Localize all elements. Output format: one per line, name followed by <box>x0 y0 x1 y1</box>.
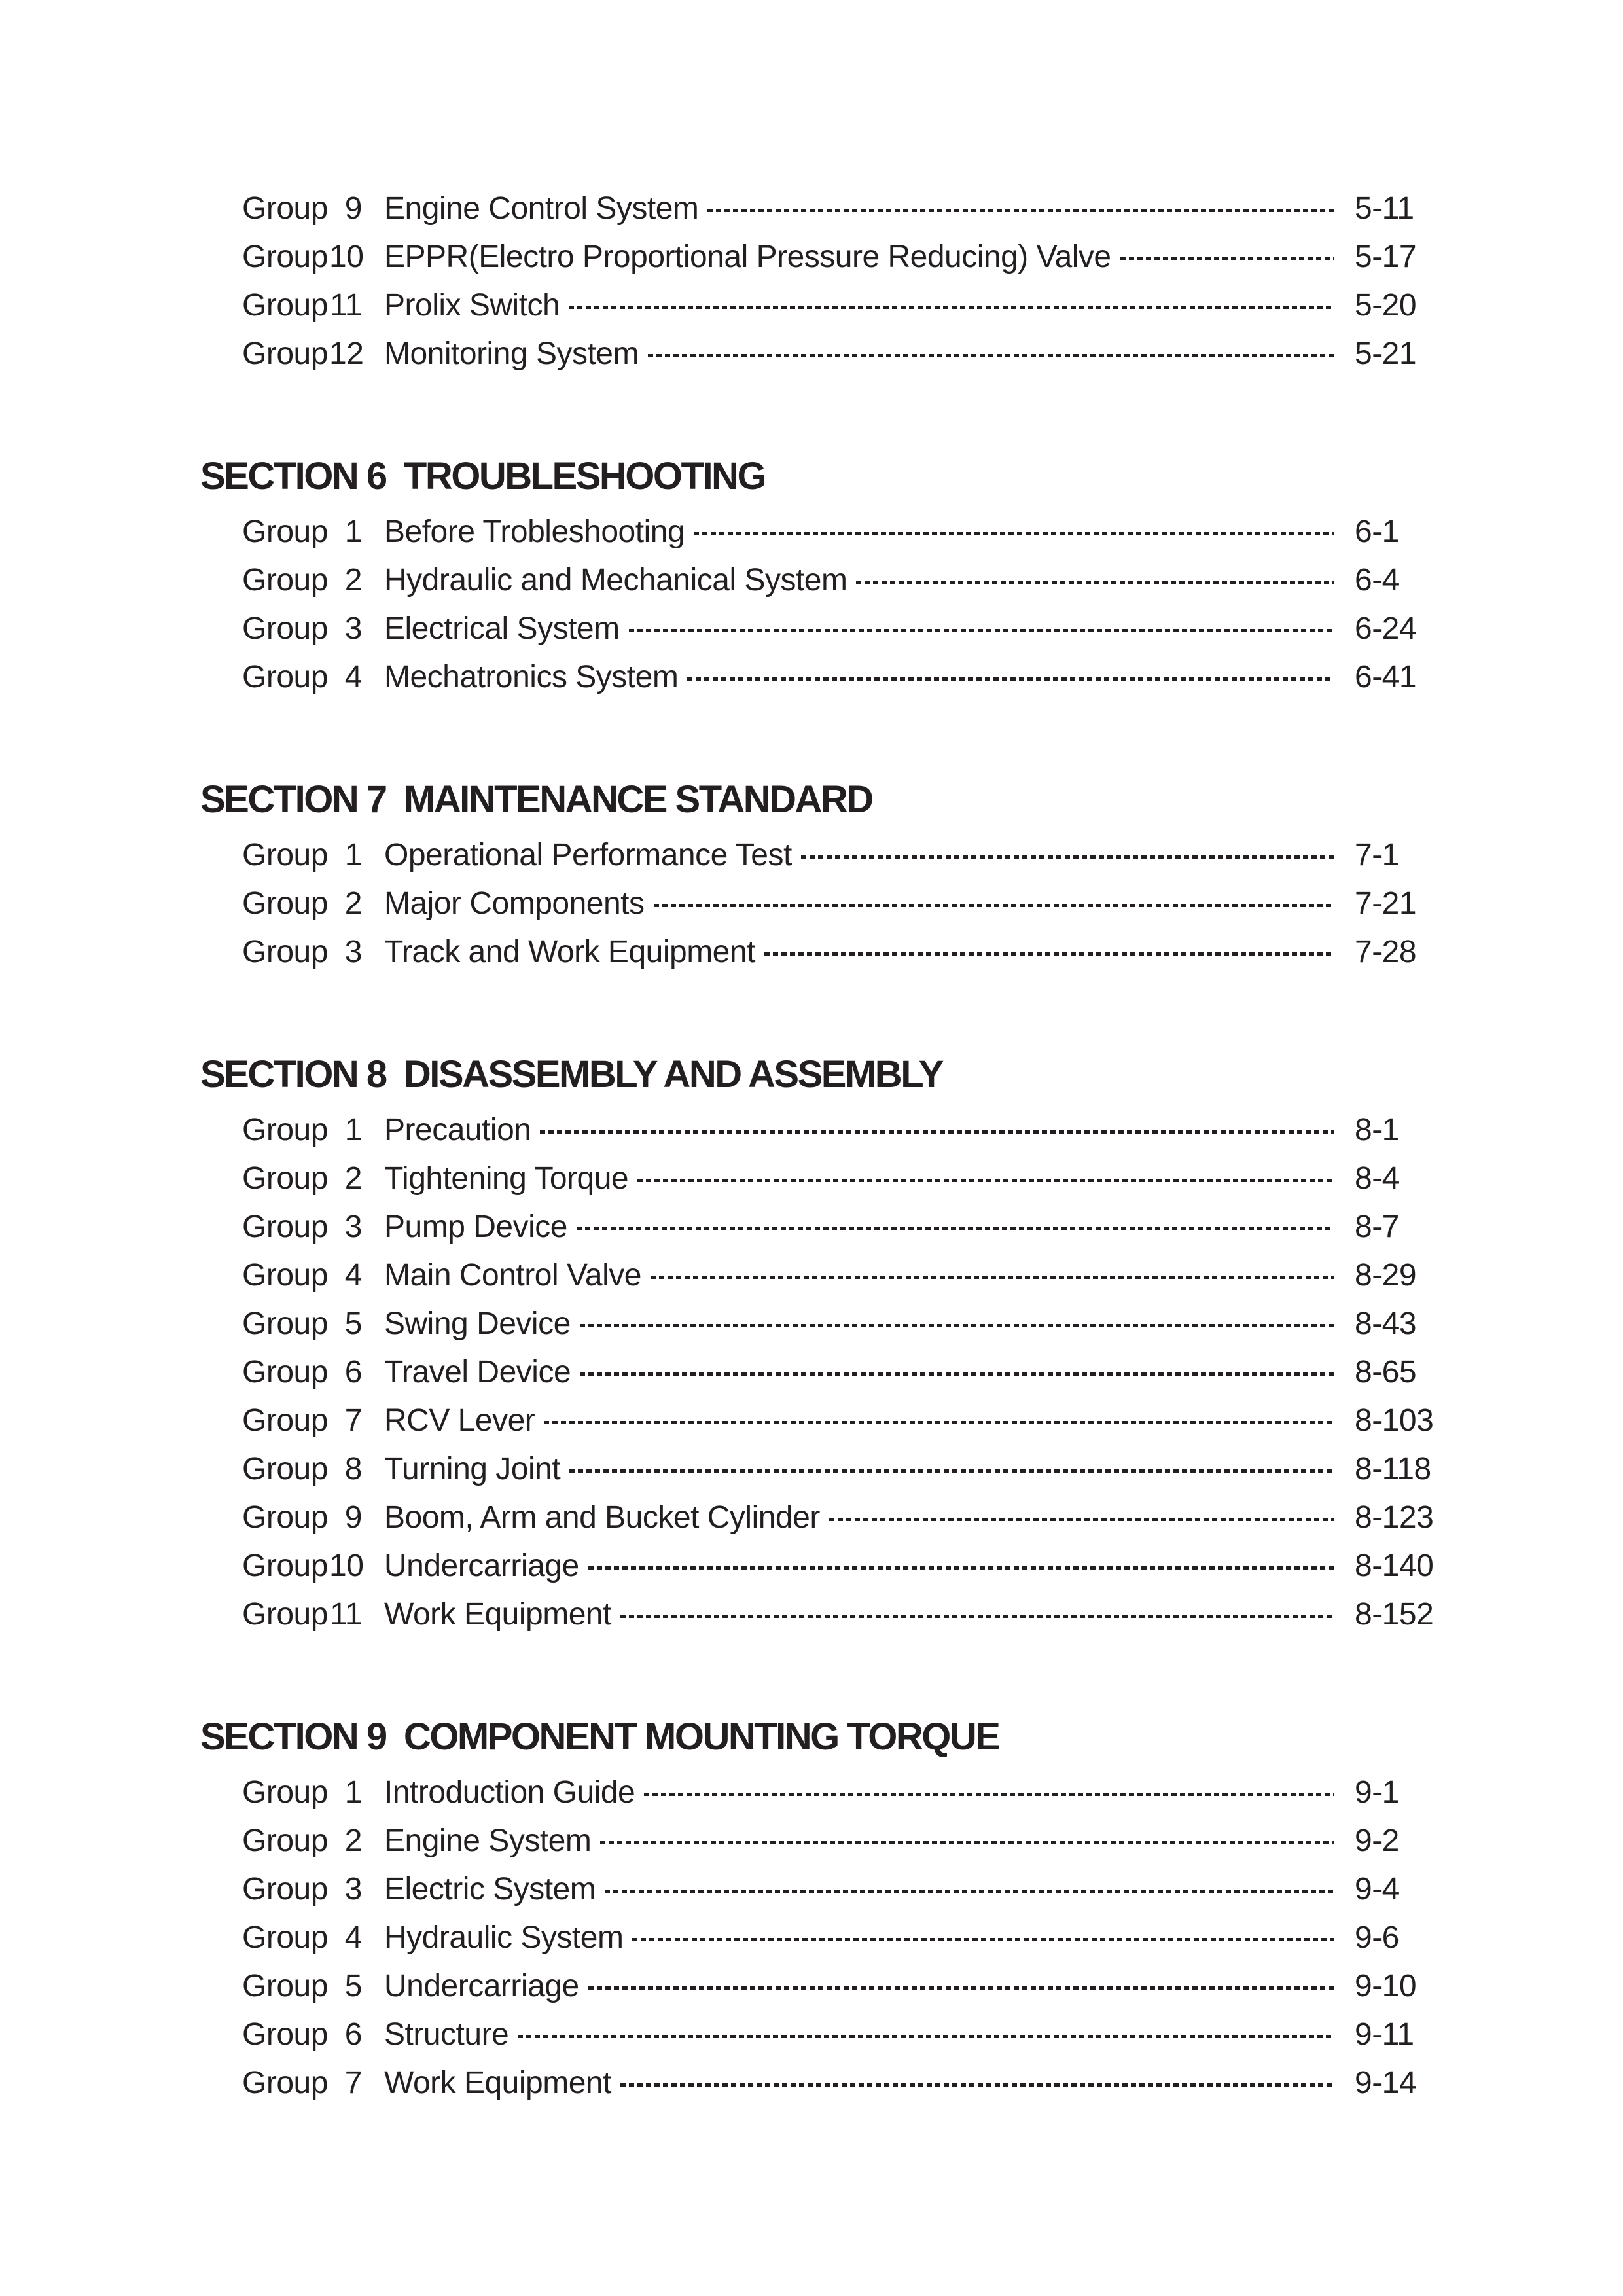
page-number: 6-24 <box>1355 611 1417 646</box>
toc-row <box>0 1251 1623 1300</box>
page-number: 9-4 <box>1355 1872 1399 1907</box>
group-title: Travel Device <box>384 1355 571 1390</box>
group-number: 9 <box>344 1500 362 1535</box>
dot-leader <box>648 354 1334 357</box>
group-label: Group <box>242 1403 328 1438</box>
page-number: 6-4 <box>1355 563 1399 598</box>
dot-leader <box>687 677 1334 681</box>
dot-leader <box>1120 257 1334 260</box>
dot-leader <box>544 1421 1334 1424</box>
group-number: 12 <box>329 336 364 371</box>
group-label: Group <box>242 935 328 969</box>
group-label: Group <box>242 1775 328 1810</box>
toc-row <box>0 605 1623 653</box>
group-label: Group <box>242 1306 328 1341</box>
group-number: 7 <box>344 2066 362 2100</box>
group-title: Monitoring System <box>384 336 639 371</box>
group-label: Group <box>242 2017 328 2052</box>
page-number: 8-65 <box>1355 1355 1417 1390</box>
section-heading: SECTION 7 MAINTENANCE STANDARD <box>200 778 872 821</box>
group-label: Group <box>242 1872 328 1907</box>
page-number: 7-1 <box>1355 838 1399 872</box>
group-title: Pump Device <box>384 1210 567 1244</box>
page-number: 9-6 <box>1355 1920 1399 1955</box>
group-label: Group <box>242 1500 328 1535</box>
group-number: 2 <box>344 886 362 921</box>
group-number: 2 <box>344 1823 362 1858</box>
dot-leader <box>588 1986 1334 1990</box>
group-number: 2 <box>344 1161 362 1196</box>
page-number: 8-1 <box>1355 1113 1399 1147</box>
page-number: 9-11 <box>1355 2017 1414 2052</box>
group-number: 7 <box>344 1403 362 1438</box>
group-label: Group <box>242 563 328 598</box>
group-title: Work Equipment <box>384 1597 611 1632</box>
group-label: Group <box>242 1210 328 1244</box>
toc-sections <box>0 454 1623 2108</box>
toc-row <box>0 1155 1623 1203</box>
section-rows <box>0 1106 1623 1639</box>
page-number: 7-28 <box>1355 935 1417 969</box>
dot-leader <box>632 1938 1334 1941</box>
dot-leader <box>569 306 1334 309</box>
group-label: Group <box>242 336 328 371</box>
toc-row <box>0 653 1623 702</box>
group-number: 11 <box>330 1597 362 1632</box>
group-label: Group <box>242 1355 328 1390</box>
group-title: Undercarriage <box>384 1969 579 2003</box>
page-number: 8-29 <box>1355 1258 1417 1293</box>
group-label: Group <box>242 1258 328 1293</box>
group-title: Electrical System <box>384 611 620 646</box>
group-title: Electric System <box>384 1872 596 1907</box>
dot-leader <box>620 2083 1334 2087</box>
dot-leader <box>605 1890 1334 1893</box>
section-rows <box>0 1768 1623 2108</box>
toc-row <box>0 1203 1623 1251</box>
dot-leader <box>829 1518 1334 1521</box>
group-title: EPPR(Electro Proportional Pressure Reducing) Valve <box>384 240 1111 274</box>
toc-row <box>0 185 1623 233</box>
group-title: RCV Lever <box>384 1403 535 1438</box>
group-number: 3 <box>344 1872 362 1907</box>
toc-section <box>0 1052 1623 1639</box>
toc-row <box>0 831 1623 880</box>
group-label: Group <box>242 886 328 921</box>
toc-row <box>0 1768 1623 1817</box>
toc-row <box>0 1397 1623 1445</box>
toc-row <box>0 330 1623 378</box>
group-number: 2 <box>344 563 362 598</box>
toc-row <box>0 1106 1623 1155</box>
group-number: 8 <box>344 1452 362 1486</box>
group-number: 4 <box>344 1920 362 1955</box>
page-number: 5-20 <box>1355 288 1417 323</box>
page-number: 8-152 <box>1355 1597 1434 1632</box>
dot-leader <box>569 1469 1334 1473</box>
page-number: 8-103 <box>1355 1403 1434 1438</box>
dot-leader <box>707 209 1334 212</box>
group-number: 11 <box>330 288 362 323</box>
page-number: 9-10 <box>1355 1969 1417 2003</box>
dot-leader <box>801 855 1334 859</box>
group-number: 10 <box>329 1549 364 1583</box>
toc-row <box>0 556 1623 605</box>
dot-leader <box>764 952 1334 956</box>
dot-leader <box>654 904 1334 907</box>
group-title: Before Trobleshooting <box>384 514 685 549</box>
group-title: Engine Control System <box>384 191 699 226</box>
toc-row <box>0 1542 1623 1590</box>
dot-leader <box>580 1324 1334 1327</box>
group-number: 3 <box>344 1210 362 1244</box>
group-label: Group <box>242 838 328 872</box>
group-label: Group <box>242 240 328 274</box>
section-rows <box>0 831 1623 977</box>
group-title: Prolix Switch <box>384 288 560 323</box>
group-label: Group <box>242 660 328 694</box>
page-number: 8-118 <box>1355 1452 1431 1486</box>
group-title: Mechatronics System <box>384 660 679 694</box>
group-label: Group <box>242 191 328 226</box>
group-number: 1 <box>344 1775 362 1810</box>
group-title: Operational Performance Test <box>384 838 792 872</box>
page-number: 7-21 <box>1355 886 1417 921</box>
page-number: 5-11 <box>1355 191 1414 226</box>
dot-leader <box>629 629 1334 632</box>
toc-row <box>0 1817 1623 1865</box>
toc-row <box>0 1445 1623 1494</box>
group-number: 10 <box>329 240 364 274</box>
group-number: 1 <box>344 838 362 872</box>
group-label: Group <box>242 514 328 549</box>
group-label: Group <box>242 1113 328 1147</box>
dot-leader <box>600 1841 1334 1844</box>
toc-row <box>0 1300 1623 1348</box>
group-title: Track and Work Equipment <box>384 935 755 969</box>
toc-intro-rows <box>0 185 1623 378</box>
page-number: 8-123 <box>1355 1500 1434 1535</box>
group-number: 5 <box>344 1969 362 2003</box>
dot-leader <box>651 1276 1334 1279</box>
group-number: 6 <box>344 1355 362 1390</box>
group-number: 4 <box>344 660 362 694</box>
page-number: 9-14 <box>1355 2066 1417 2100</box>
group-title: Swing Device <box>384 1306 571 1341</box>
toc-row <box>0 1590 1623 1639</box>
page-number: 5-21 <box>1355 336 1417 371</box>
toc-row <box>0 1348 1623 1397</box>
group-title: Hydraulic and Mechanical System <box>384 563 847 598</box>
group-number: 1 <box>344 514 362 549</box>
page-number: 8-4 <box>1355 1161 1399 1196</box>
group-title: Precaution <box>384 1113 531 1147</box>
group-title: Work Equipment <box>384 2066 611 2100</box>
dot-leader <box>620 1615 1334 1618</box>
group-label: Group <box>242 1452 328 1486</box>
toc-section <box>0 454 1623 702</box>
dot-leader <box>540 1130 1334 1134</box>
toc-section <box>0 777 1623 977</box>
group-number: 6 <box>344 2017 362 2052</box>
group-title: Engine System <box>384 1823 592 1858</box>
group-title: Major Components <box>384 886 645 921</box>
toc-row <box>0 508 1623 556</box>
section-heading: SECTION 8 DISASSEMBLY AND ASSEMBLY <box>200 1053 942 1096</box>
page-number: 6-1 <box>1355 514 1399 549</box>
toc-row <box>0 233 1623 281</box>
group-number: 1 <box>344 1113 362 1147</box>
group-number: 3 <box>344 935 362 969</box>
page-number: 8-140 <box>1355 1549 1434 1583</box>
toc-section <box>0 1714 1623 2108</box>
group-title: Tightening Torque <box>384 1161 629 1196</box>
toc-row <box>0 1865 1623 1914</box>
page-number: 5-17 <box>1355 240 1417 274</box>
group-label: Group <box>242 1161 328 1196</box>
group-label: Group <box>242 1823 328 1858</box>
page-number: 8-43 <box>1355 1306 1417 1341</box>
page-number: 6-41 <box>1355 660 1417 694</box>
dot-leader <box>856 581 1334 584</box>
section-rows <box>0 508 1623 702</box>
dot-leader <box>637 1179 1334 1182</box>
toc-row <box>0 2011 1623 2059</box>
page-number: 8-7 <box>1355 1210 1399 1244</box>
group-number: 3 <box>344 611 362 646</box>
group-label: Group <box>242 1920 328 1955</box>
dot-leader <box>694 532 1334 535</box>
dot-leader <box>577 1227 1334 1230</box>
group-title: Turning Joint <box>384 1452 561 1486</box>
dot-leader <box>580 1372 1334 1376</box>
toc-row <box>0 2059 1623 2108</box>
group-label: Group <box>242 1597 328 1632</box>
toc-row <box>0 880 1623 928</box>
page-number: 9-1 <box>1355 1775 1399 1810</box>
toc-row <box>0 1494 1623 1542</box>
dot-leader <box>644 1793 1334 1796</box>
section-heading: SECTION 9 COMPONENT MOUNTING TORQUE <box>200 1715 999 1758</box>
group-title: Introduction Guide <box>384 1775 635 1810</box>
group-title: Undercarriage <box>384 1549 579 1583</box>
group-title: Hydraulic System <box>384 1920 624 1955</box>
dot-leader <box>588 1566 1334 1570</box>
dot-leader <box>518 2035 1334 2038</box>
group-label: Group <box>242 1549 328 1583</box>
group-label: Group <box>242 288 328 323</box>
group-label: Group <box>242 2066 328 2100</box>
group-number: 4 <box>344 1258 362 1293</box>
toc-row <box>0 1962 1623 2011</box>
group-title: Boom, Arm and Bucket Cylinder <box>384 1500 820 1535</box>
section-heading: SECTION 6 TROUBLESHOOTING <box>200 455 766 497</box>
toc-row <box>0 928 1623 977</box>
group-number: 5 <box>344 1306 362 1341</box>
group-title: Structure <box>384 2017 509 2052</box>
toc-row <box>0 281 1623 330</box>
group-title: Main Control Valve <box>384 1258 641 1293</box>
group-number: 9 <box>344 191 362 226</box>
page-number: 9-2 <box>1355 1823 1399 1858</box>
group-label: Group <box>242 611 328 646</box>
group-label: Group <box>242 1969 328 2003</box>
toc-row <box>0 1914 1623 1962</box>
